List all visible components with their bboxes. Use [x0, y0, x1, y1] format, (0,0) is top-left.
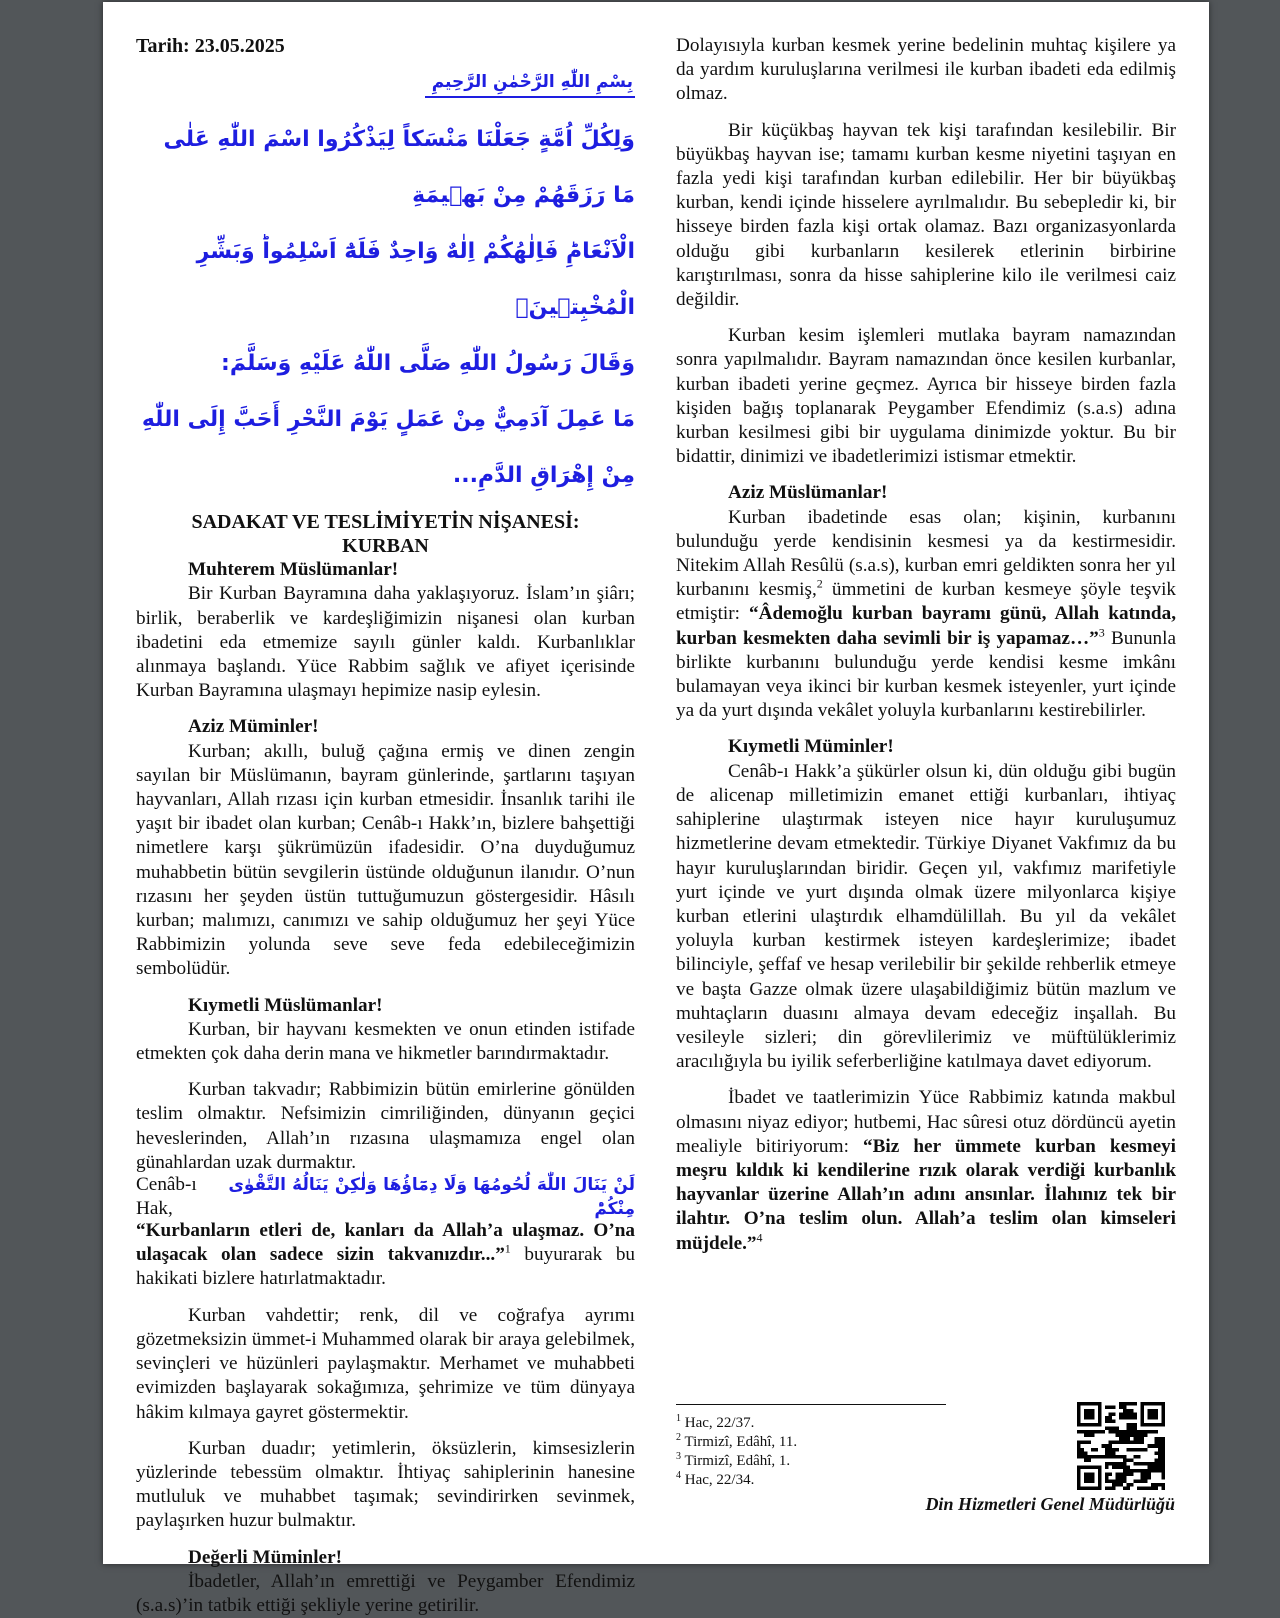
- text-span: İbadet ve taatlerimizin Yüce Rabbimiz katında makbul olmasını niyaz ediyor; hutbemi, Hac sûresi otuz dördüncü ayetin mealiyle bitiriyorum:: [676, 1087, 1176, 1157]
- paragraph: [676, 1086, 1176, 1255]
- basmala-calligraphy: بِسْمِ اللّٰهِ الرَّحْمٰنِ الرَّحِيمِ: [425, 68, 635, 98]
- footnote-ref: 4: [756, 1230, 763, 1245]
- footnote-item: [676, 1452, 797, 1471]
- verse-prefix: Cenâb-ı Hak,: [136, 1173, 197, 1220]
- paragraph: Dolayısıyla kurban kesmek yerine bedelinin muhtaç kişilere ya da yardım kuruluşlarına verilmesi ile kurban ibadeti eda edilmiş olmaz.: [676, 35, 1176, 105]
- quote-text: “Biz her ümmete kurban kesmeyi meşru kıldık ki kendilerine rızık olarak verdiği kurbanlık hayvanlar üzerine Allah’ın adını ansınlar. İlahınız tek bir ilahtır. O’na teslim olun. Allah’a teslim olan kimseleri müjdele.”: [676, 1135, 1177, 1254]
- qr-code[interactable]: [1077, 1402, 1165, 1490]
- arabic-hadith: مَا عَمِلَ آدَمِيٌّ مِنْ عَمَلٍ يَوْمَ النَّحْرِ أَحَبَّ إِلَى اللّٰهِ مِنْ إِهْرَاقِ الدَّمِ...: [141, 407, 635, 489]
- footnote-text: Hac, 22/37.: [681, 1415, 755, 1431]
- paragraph: Cenâb-ı Hakk’a şükürler olsun ki, dün olduğu gibi bugün de alicenap milletimizin emanet ettiği kurbanları, ihtiyaç sahiplerine ulaştırmak isteyen nice hayır kuruluşumuz hizmetlerine devam etmektedir. Türkiye Diyanet Vakfımız da bu hayır kuruluşlarından biridir. Geçen yıl, vakfımız marifetiyle yurt içinde ve yurt dışında olmak üzere milyonlarca kişiye kurban etlerini ulaştırdık elhamdülillah. Bu yıl da vekâlet yoluyla kurban kestirmek isteyen kardeşlerimize; ibadet bilinciyle, şeffaf ve hesap verilebilir bir şekilde rehberlik etmeye ve başta Gazze olmak üzere ulaşabildiğimiz bütün mazlum ve muhtaçların duasını almaya devam edeceğiz inşallah. Bu vesileyle sizleri; din görevlilerimiz ve müftülüklerimiz aracılığıyla bu iyilik seferberliğine katılmaya davet ediyorum.: [676, 760, 1176, 1073]
- quote-tail: buyurarak bu hakikati bizlere hatırlatmaktadır.: [136, 1244, 636, 1290]
- footnote-number: 3: [676, 1451, 681, 1462]
- paragraph: Kurban duadır; yetimlerin, öksüzlerin, kimsesizlerin yüzlerinde tebessüm olmaktır. İhtiyaç sahiplerinin hanesine mutluluk ve muhabbet taşımak; sevindirirken sevinmek, paylaşırken huzur bulmaktır.: [136, 1437, 635, 1532]
- paragraph: Kurban kesim işlemleri mutlaka bayram namazından sonra yapılmalıdır. Bayram namazından önce kesilen kurbanlar, kurban ibadeti yerine geçmez. Ayrıca bir hisseye birden fazla kişiden bağış toplanarak Peygamber Efendimiz (s.a.s) adına kurban kesilmesi gibi bir uygulama dinimizde yoktur. Bu bir bidattir, dinimizi ve ibadetlerimizi istismar etmektir.: [676, 325, 1176, 468]
- sermon-date: Tarih: 23.05.2025: [136, 35, 285, 57]
- paragraph: Kurban vahdettir; renk, dil ve coğrafya ayrımı gözetmeksizin ümmet-i Muhammed olarak bir araya gelebilmek, sevinçleri ve hüzünleri paylaşmaktır. Merhamet ve muhabbeti evimizden başlayarak sokağımıza, şehrimize ve tüm dünyaya hâkim kılmaya gayret göstermektir.: [136, 1304, 635, 1423]
- arabic-hadith-intro: وَقَالَ رَسُولُ اللّٰهِ صَلَّى اللّٰهُ عَلَيْهِ وَسَلَّمَ:: [221, 351, 635, 377]
- quote-text: “Âdemoğlu kurban bayramı günü, Allah katında, kurban kesmekten daha sevimli bir iş yapamaz…”: [676, 603, 1176, 649]
- footnote-ref: 1: [504, 1241, 511, 1256]
- footnote-item: [676, 1414, 797, 1433]
- inline-verse-line: [136, 1175, 635, 1219]
- section-heading: Kıymetli Müminler!: [728, 736, 894, 758]
- footnote-number: 1: [676, 1413, 681, 1424]
- footnote-item: [676, 1471, 797, 1490]
- quote-text: “Kurbanların etleri de, kanları da Allah’a ulaşmaz. O’na ulaşacak olan sadece sizin takvanızdır...”: [136, 1220, 635, 1266]
- footnotes: [676, 1414, 797, 1490]
- text-span: ümmetini de kurban kesmeye şöyle teşvik etmiştir:: [676, 579, 1176, 625]
- paragraph: Kurban; akıllı, buluğ çağına ermiş ve dinen zengin sayılan bir Müslümanın, bayram günlerinde, şartlarını taşıyan hayvanları, Allah rızası için kurban etmesidir. İnsanlık tarihi ile yaşıt bir ibadet olan kurban; Cenâb-ı Hakk’ın, bizlere bahşettiği nimetlere karşı şükrümüzün ifadesidir. O’na duyduğumuz muhabbetin bütün sevgilerin üstünde olduğunun ilanıdır. O’nun rızasını her şeyden üstün tuttuğumuzun göstergesidir. Hâsılı kurban; malımızı, canımızı ve sahip olduğumuz her şeyi Yüce Rabbimizin yolunda seve seve feda edebileceğimizin sembolüdür.: [136, 740, 635, 980]
- section-heading: Değerli Müminler!: [188, 1546, 342, 1568]
- document-page: [103, 2, 1209, 1616]
- footnote-text: Tirmizî, Edâhî, 11.: [681, 1434, 798, 1450]
- footnote-number: 2: [676, 1432, 681, 1443]
- footnote-ref: 3: [1098, 625, 1105, 640]
- sermon-title-line: KURBAN: [342, 535, 429, 558]
- arabic-verse-line: وَلِكُلِّ اُمَّةٍ جَعَلْنَا مَنْسَكاً لِيَذْكُرُوا اسْمَ اللّٰهِ عَلٰى مَا رَزَقَهُمْ مِنْ بَهٖيمَةِ: [163, 127, 635, 209]
- section-heading: Kıymetli Müslümanlar!: [188, 994, 383, 1016]
- section-heading: Aziz Müslümanlar!: [728, 482, 888, 504]
- sermon-title-line: SADAKAT VE TESLİMİYETİN NİŞANESİ:: [191, 511, 580, 534]
- footnote-text: Hac, 22/34.: [681, 1472, 755, 1488]
- signature: Din Hizmetleri Genel Müdürlüğü: [925, 1494, 1175, 1514]
- section-heading: Aziz Müminler!: [188, 716, 319, 738]
- footnote-number: 4: [676, 1470, 681, 1481]
- paragraph: Bir küçükbaş hayvan tek kişi tarafından kesilebilir. Bir büyükbaş hayvan ise; tamamı kurban kesme niyetini taşıyan en fazla yedi kişi tarafından kurban edilebilir. Her bir büyükbaş kurban, kendi içinde hisselere ayrılmalıdır. Bu sebepledir ki, bir hisseye birden fazla kişi ortak olamaz. Bazı organizasyonlarda olduğu gibi kurbanların kesilerek etlerinin birbirine karıştırılması, sonra da hisse sahiplerine kilo ile verilmesi caiz değildir.: [676, 119, 1176, 311]
- left-column: [136, 34, 635, 1618]
- footnote-divider: [676, 1404, 946, 1405]
- footnote-ref: 2: [816, 576, 823, 591]
- text-span: Bununla birlikte kurbanını bulunduğu yerde kendisi kesme imkânı bulamayan veya ikinci bir kurban kesmek isteyenler, yurt içinde ya da yurt dışında vekâlet yoluyla kurbanlarını kestirebilirler.: [676, 627, 1177, 722]
- section-heading: Muhterem Müslümanlar!: [188, 559, 399, 581]
- footnote-item: [676, 1433, 797, 1452]
- text-span: Kurban ibadetinde esas olan; kişinin, kurbanını bulunduğu yerde kendisinin kesmesi ya da kestirmesidir. Nitekim Allah Resûlü (s.a.s), kurban emri geldikten sonra her yıl kurbanını kesmiş,: [676, 506, 1176, 601]
- paragraph: [676, 506, 1176, 724]
- paragraph: İbadetler, Allah’ın emrettiği ve Peygamber Efendimiz (s.a.s)’in tatbik ettiği şekliyle yerine getirilir.: [136, 1570, 635, 1616]
- sermon-title: [136, 510, 635, 558]
- paragraph: Kurban, bir hayvanı kesmekten ve onun etinden istifade etmekten çok daha derin mana ve hikmetler barındırmaktadır.: [136, 1018, 635, 1065]
- paragraph: Kurban takvadır; Rabbimizin bütün emirlerine gönülden teslim olmaktır. Nefsimizin cimriliğinden, dünyanın geçici heveslerinden, Allah’ın rızasına ulaşmamıza engel olan günahlardan uzak durmaktır.: [136, 1079, 635, 1173]
- arabic-inline-verse: لَنْ يَنَالَ اللّٰهَ لُحُومُهَا وَلَا دِمَٓاؤُهَا وَلٰكِنْ يَنَالُهُ التَّقْوٰى مِنْكُمْؕ: [228, 1174, 635, 1220]
- right-column: [676, 34, 1176, 1256]
- paragraph: Bir Kurban Bayramına daha yaklaşıyoruz. İslam’ın şiârı; birlik, beraberlik ve kardeşliğimizin nişanesi olan kurban ibadetini eda etmemize sayılı günler kaldı. Kurbanlıklar alınmaya başlandı. Yüce Rabbim sağlık ve afiyet içerisinde Kurban Bayramına ulaşmayı hepimize nasip eylesin.: [136, 583, 635, 702]
- arabic-verse-line: الْاَنْعَامِؕ فَاِلٰهُكُمْ اِلٰهٌ وَاحِدٌ فَلَهُٓ اَسْلِمُواؕ وَبَشِّرِ الْمُخْبِتٖينَۙ: [196, 239, 635, 321]
- footnote-text: Tirmizî, Edâhî, 1.: [681, 1453, 791, 1469]
- paragraph: [136, 1219, 635, 1292]
- arabic-verse-block: [136, 112, 635, 504]
